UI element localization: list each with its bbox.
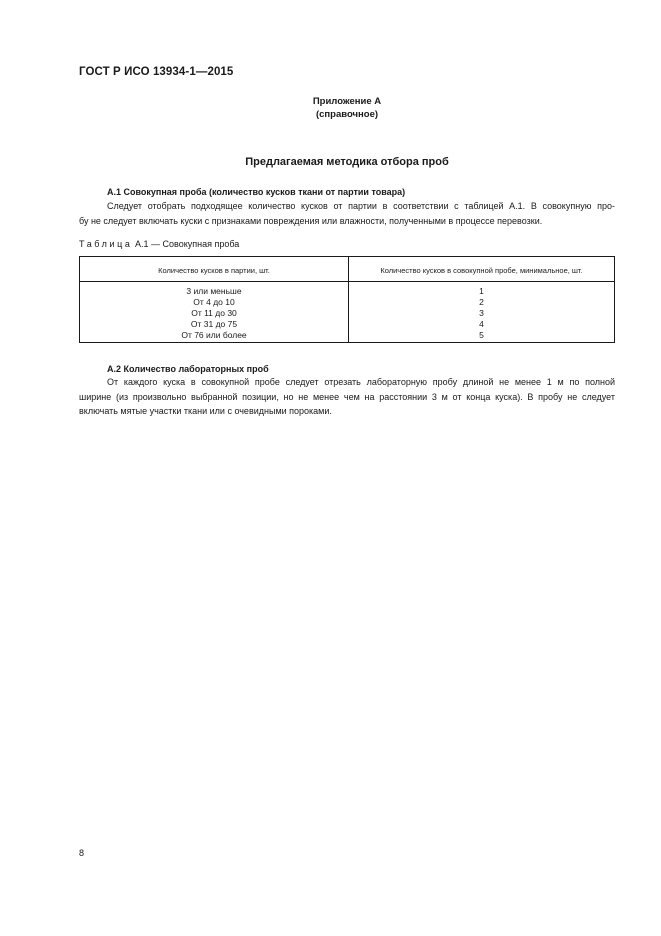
sample-count-value: 3 [479, 308, 484, 318]
lot-count-value: 3 или меньше [186, 286, 242, 296]
paragraph-line: Следует отобрать подходящее количество кусков от партии в соответствии с таблицей А.1. В совокупную про- [107, 201, 615, 211]
table-header-row [80, 257, 615, 282]
sample-count-value: 2 [479, 297, 484, 307]
section-a2-heading: А.2 Количество лабораторных проб [107, 364, 269, 374]
lot-count-value: От 76 или более [181, 330, 247, 340]
paragraph-line: От каждого куска в совокупной пробе следует отрезать лабораторную пробу длиной не менее 1 м по полной [107, 377, 615, 387]
lot-count-value: От 11 до 30 [191, 308, 237, 318]
table-row [80, 282, 615, 343]
lot-count-value: От 31 до 75 [190, 319, 238, 329]
paragraph-line: включать мятые участки ткани или с очевидными пороками. [79, 406, 332, 416]
sample-count-value: 5 [479, 330, 484, 340]
table-caption-text: А.1 — Совокупная проба [132, 239, 240, 249]
table-caption-prefix: Таблица [79, 239, 133, 249]
header-sample-count: Количество кусков в совокупной пробе, минимальное, шт. [349, 257, 615, 282]
sample-count-value: 4 [479, 319, 484, 329]
annex-title-block [0, 95, 661, 121]
section-a1-paragraph [79, 199, 615, 228]
page-number: 8 [79, 848, 85, 858]
section-a2-paragraph [79, 375, 615, 419]
annex-status: (справочное) [315, 109, 379, 120]
header-lot-count: Количество кусков в партии, шт. [80, 257, 349, 282]
document-code: ГОСТ Р ИСО 13934-1—2015 [79, 66, 234, 78]
main-heading: Предлагаемая методика отбора проб [245, 156, 449, 168]
lot-count-cell [80, 282, 349, 343]
sample-count-value: 1 [479, 286, 484, 296]
sample-count-cell [349, 282, 615, 343]
paragraph-line: бу не следует включать куски с признаками повреждения или влажности, полученными в процессе перевозки. [79, 215, 543, 226]
table-caption [79, 239, 239, 249]
annex-title: Приложение А [312, 96, 382, 107]
paragraph-line: ширине (из произвольно выбранной позиции, но не менее чем на расстоянии 3 м от конца куска). В пробу не следует [79, 391, 615, 402]
section-a1-heading: А.1 Совокупная проба (количество кусков ткани от партии товара) [107, 187, 406, 197]
sample-table [79, 256, 615, 343]
lot-count-value: От 4 до 10 [193, 297, 235, 307]
